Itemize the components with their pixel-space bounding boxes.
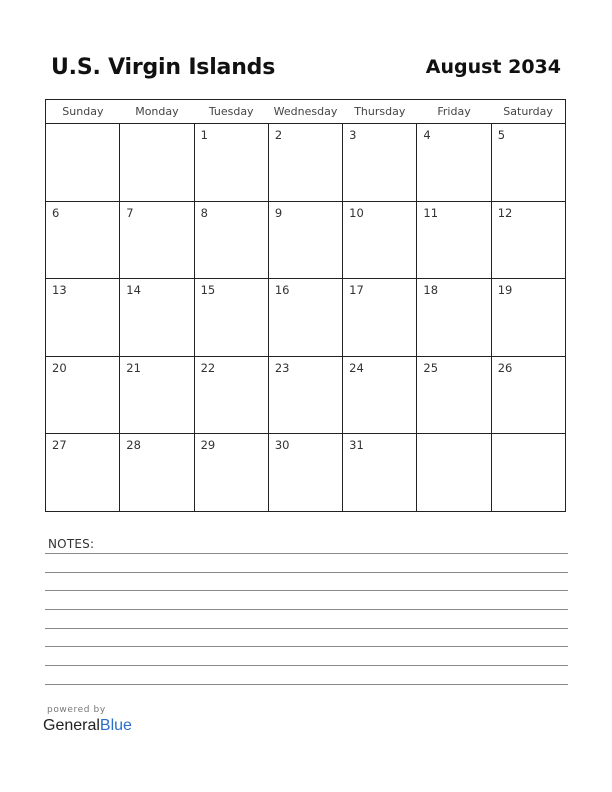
generalblue-logo[interactable] bbox=[43, 717, 132, 735]
day-cell: 2 bbox=[268, 124, 342, 202]
day-cell: 29 bbox=[194, 434, 268, 512]
notes-line bbox=[45, 628, 568, 629]
day-cell: 25 bbox=[417, 356, 491, 434]
week-row bbox=[46, 356, 566, 434]
day-cell: 15 bbox=[194, 279, 268, 357]
day-cell: 13 bbox=[46, 279, 120, 357]
week-row bbox=[46, 124, 566, 202]
weekday-tuesday: Tuesday bbox=[194, 100, 268, 124]
day-cell: 27 bbox=[46, 434, 120, 512]
logo-general-text: General bbox=[43, 717, 100, 734]
day-cell bbox=[417, 434, 491, 512]
month-year-label: August 2034 bbox=[425, 56, 561, 78]
weekday-thursday: Thursday bbox=[343, 100, 417, 124]
day-cell: 19 bbox=[491, 279, 565, 357]
day-cell: 18 bbox=[417, 279, 491, 357]
powered-by-text: powered by bbox=[47, 705, 106, 715]
notes-line bbox=[45, 665, 568, 666]
day-cell: 1 bbox=[194, 124, 268, 202]
notes-line bbox=[45, 590, 568, 591]
day-cell: 12 bbox=[491, 201, 565, 279]
day-cell: 23 bbox=[268, 356, 342, 434]
day-cell: 16 bbox=[268, 279, 342, 357]
weekday-header-row bbox=[46, 100, 566, 124]
day-cell: 26 bbox=[491, 356, 565, 434]
notes-label: NOTES: bbox=[48, 537, 95, 551]
notes-line bbox=[45, 609, 568, 610]
day-cell: 8 bbox=[194, 201, 268, 279]
day-cell: 9 bbox=[268, 201, 342, 279]
week-row bbox=[46, 279, 566, 357]
notes-line bbox=[45, 646, 568, 647]
day-cell: 7 bbox=[120, 201, 194, 279]
calendar-grid bbox=[45, 99, 566, 512]
day-cell: 4 bbox=[417, 124, 491, 202]
day-cell: 17 bbox=[343, 279, 417, 357]
day-cell: 21 bbox=[120, 356, 194, 434]
week-row bbox=[46, 434, 566, 512]
day-cell: 24 bbox=[343, 356, 417, 434]
day-cell: 14 bbox=[120, 279, 194, 357]
day-cell bbox=[120, 124, 194, 202]
day-cell: 5 bbox=[491, 124, 565, 202]
day-cell bbox=[491, 434, 565, 512]
day-cell: 3 bbox=[343, 124, 417, 202]
weekday-saturday: Saturday bbox=[491, 100, 565, 124]
logo-blue-text: Blue bbox=[99, 717, 132, 734]
week-row bbox=[46, 201, 566, 279]
weekday-wednesday: Wednesday bbox=[268, 100, 342, 124]
day-cell: 31 bbox=[343, 434, 417, 512]
day-cell: 10 bbox=[343, 201, 417, 279]
weekday-friday: Friday bbox=[417, 100, 491, 124]
notes-line bbox=[45, 572, 568, 573]
weekday-sunday: Sunday bbox=[46, 100, 120, 124]
weekday-monday: Monday bbox=[120, 100, 194, 124]
day-cell: 20 bbox=[46, 356, 120, 434]
day-cell: 6 bbox=[46, 201, 120, 279]
day-cell: 28 bbox=[120, 434, 194, 512]
day-cell: 22 bbox=[194, 356, 268, 434]
page-title: U.S. Virgin Islands bbox=[51, 55, 276, 80]
day-cell: 30 bbox=[268, 434, 342, 512]
notes-line bbox=[45, 684, 568, 685]
day-cell: 11 bbox=[417, 201, 491, 279]
day-cell bbox=[46, 124, 120, 202]
notes-line bbox=[45, 553, 568, 554]
